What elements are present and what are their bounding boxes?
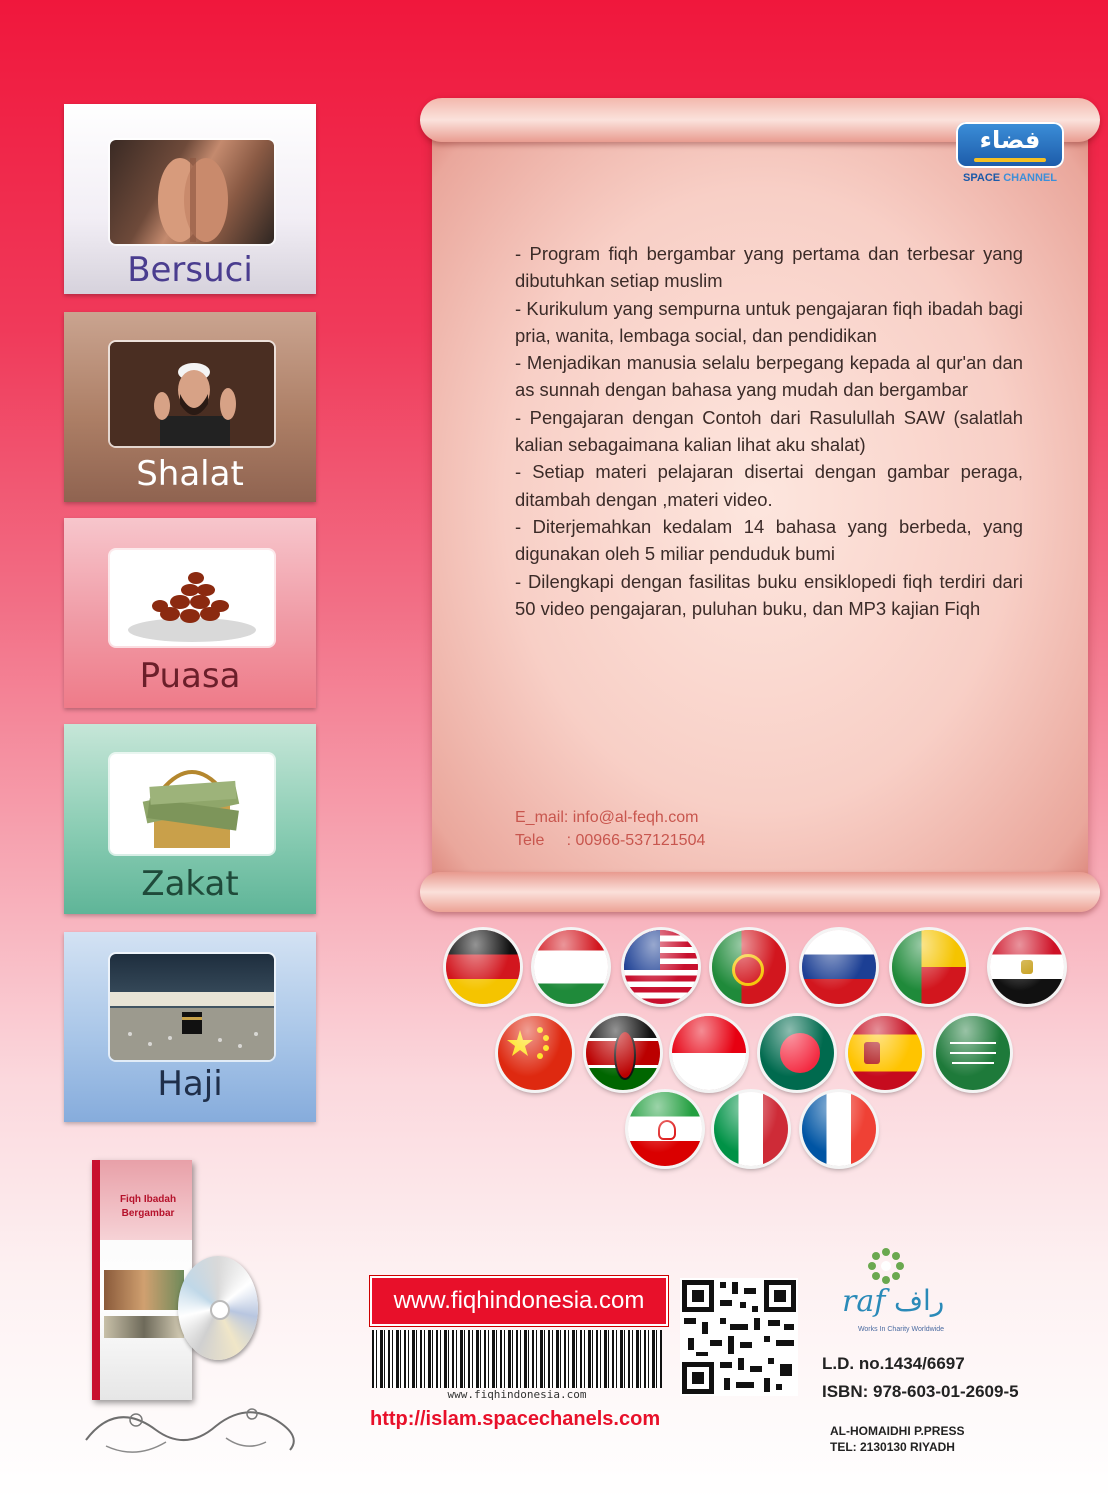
barcode-caption: www.fiqhindonesia.com	[447, 1388, 587, 1401]
category-label: Haji	[157, 1064, 223, 1104]
dvd-case-photo	[104, 1270, 184, 1310]
raf-publisher-logo	[836, 1246, 966, 1342]
dvd-disc-hole	[210, 1300, 230, 1320]
iran-flag	[628, 1092, 702, 1166]
dates-image	[110, 550, 274, 646]
raf-caption: Works In Charity Worldwide	[857, 1326, 945, 1333]
contact-email: E_mail: info@al-feqh.com	[515, 809, 699, 826]
description-line: - Kurikulum yang sempurna untuk pengajaran fiqh ibadah bagi pria, wanita, lembaga social, dan pendidikan	[515, 297, 1023, 346]
scroll-bottom-roll	[420, 872, 1100, 912]
contact-info	[515, 806, 705, 852]
kaaba-image	[110, 954, 274, 1060]
zakat-photo	[110, 754, 274, 854]
category-label: Bersuci	[127, 250, 253, 290]
money-bag-image	[110, 754, 274, 854]
russia-flag	[802, 930, 876, 1004]
saudi-flag	[936, 1016, 1010, 1090]
usa-flag-canton	[624, 930, 660, 970]
category-label: Shalat	[136, 454, 244, 494]
description-line: - Menjadikan manusia selalu berpegang kepada al qur'an dan as sunnah dengan bahasa yang mudah dan bergambar	[515, 352, 1023, 401]
category-card-puasa	[64, 518, 316, 708]
dvd-disc-icon	[178, 1256, 258, 1360]
decorative-swirl-icon	[76, 1390, 316, 1470]
saudi-flag-script	[950, 1042, 996, 1054]
space-channel-logo	[950, 122, 1070, 192]
press-name: AL-HOMAIDHI P.PRESS	[830, 1424, 965, 1438]
raf-latin-text: raf	[842, 1284, 886, 1319]
dvd-title-1: Fiqh Ibadah	[119, 1194, 177, 1205]
dvd-case-photo-2	[104, 1316, 184, 1338]
barcode	[372, 1330, 662, 1388]
category-card-shalat	[64, 312, 316, 502]
italy-flag	[714, 1092, 788, 1166]
bangladesh-flag-disc	[780, 1033, 820, 1073]
china-flag	[498, 1016, 572, 1090]
space-channel-caption	[950, 172, 1070, 184]
china-flag-stars	[498, 1016, 572, 1090]
category-card-haji	[64, 932, 316, 1122]
portugal-flag-emblem	[732, 954, 764, 986]
logo-caption-channel: CHANNEL	[1003, 172, 1057, 184]
contact-tele: Tele : 00966-537121504	[515, 832, 706, 849]
description-line: - Diterjemahkan kedalam 14 bahasa yang berbeda, yang digunakan oleh 5 miliar penduduk bumi	[515, 515, 1023, 565]
usa-flag	[624, 930, 698, 1004]
shalat-photo	[110, 342, 274, 446]
dvd-product-image	[82, 1160, 262, 1410]
description-line: - Setiap materi pelajaran disertai dengan gambar peraga, ditambah dengan ,materi video.	[515, 461, 1023, 510]
category-label: Zakat	[141, 864, 239, 904]
dvd-title-2: Bergambar	[121, 1208, 175, 1219]
bangladesh-flag	[760, 1016, 834, 1090]
praying-man-image	[110, 342, 274, 446]
praying-hands-image	[110, 140, 274, 244]
kenya-flag	[586, 1016, 660, 1090]
space-channel-logo-badge	[956, 122, 1064, 168]
description-line: - Dilengkapi dengan fasilitas buku ensiklopedi fiqh terdiri dari 50 video pengajaran, puluhan buku, dan MP3 kajian Fiqh	[515, 570, 1023, 619]
spain-flag	[848, 1016, 922, 1090]
description-line: - Pengajaran dengan Contoh dari Rasulullah SAW (salatlah kalian sebagaimana kalian lihat aku shalat)	[515, 406, 1023, 456]
legal-deposit-number: L.D. no.1434/6697	[822, 1354, 965, 1373]
iran-flag-emblem	[658, 1120, 676, 1140]
portugal-flag	[712, 930, 786, 1004]
puasa-photo	[110, 550, 274, 646]
bersuci-photo	[110, 140, 274, 244]
category-label: Puasa	[139, 656, 241, 696]
saudi-flag-sword	[952, 1062, 994, 1064]
site-url-link[interactable]: http://islam.spacechanels.com	[370, 1408, 661, 1430]
dvd-case	[92, 1160, 192, 1400]
germany-flag	[446, 930, 520, 1004]
haji-photo	[110, 954, 274, 1060]
egypt-flag	[990, 930, 1064, 1004]
description-text	[515, 240, 1023, 622]
category-card-bersuci	[64, 104, 316, 294]
logo-underline	[974, 158, 1046, 162]
indonesia-flag	[672, 1016, 746, 1090]
kenya-flag-shield	[614, 1030, 636, 1080]
logo-caption-space: SPACE	[963, 172, 1001, 184]
raf-flower-icon	[866, 1246, 906, 1286]
tajikistan-flag	[534, 930, 608, 1004]
website-link-box[interactable]	[370, 1276, 668, 1326]
spain-flag-crest	[864, 1042, 880, 1064]
space-channel-arabic: فضاء	[979, 126, 1041, 154]
category-card-zakat	[64, 724, 316, 914]
france-flag	[802, 1092, 876, 1166]
qr-code-pattern	[680, 1278, 798, 1396]
press-phone: TEL: 2130130 RIYADH	[830, 1440, 955, 1454]
isbn-number: ISBN: 978-603-01-2609-5	[822, 1382, 1019, 1401]
egypt-flag-eagle	[1021, 960, 1033, 974]
description-line: - Program fiqh bergambar yang pertama dan terbesar yang dibutuhkan setiap muslim	[515, 243, 1023, 292]
benin-flag	[892, 930, 966, 1004]
raf-arabic-text: راف	[894, 1284, 945, 1317]
qr-code	[680, 1278, 798, 1396]
website-link[interactable]: www.fiqhindonesia.com	[393, 1287, 645, 1314]
